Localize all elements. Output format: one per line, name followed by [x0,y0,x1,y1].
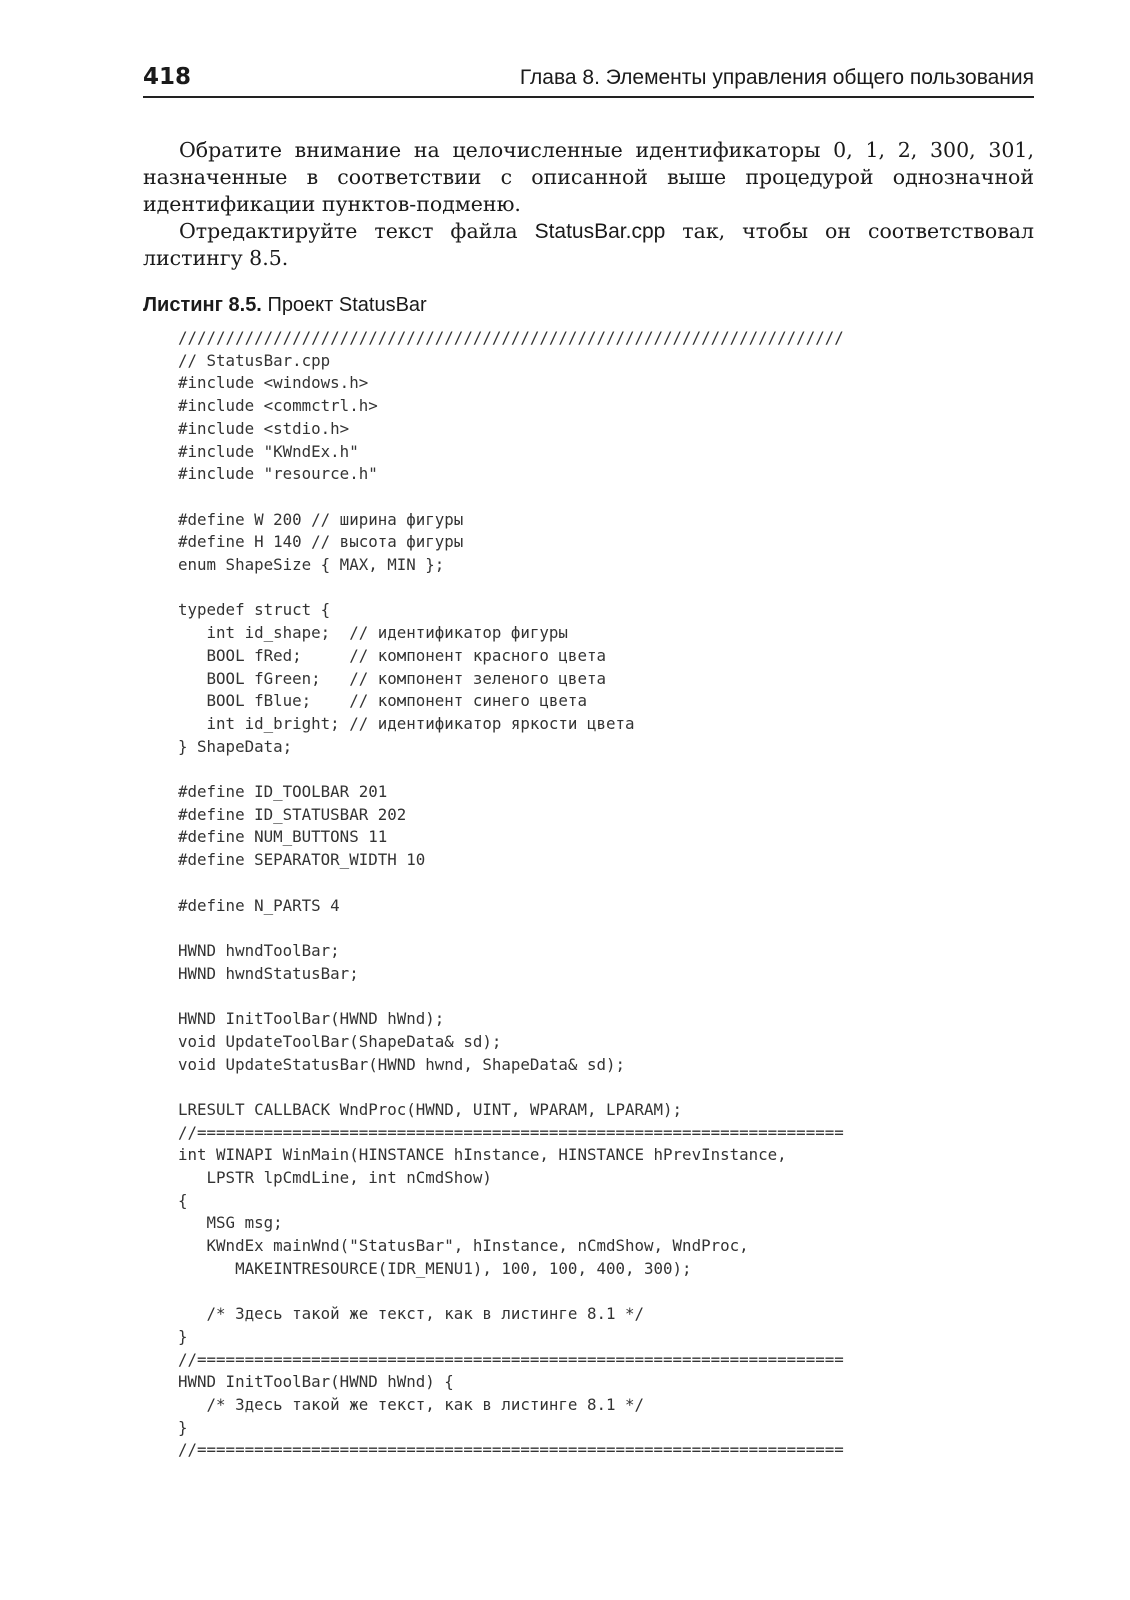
listing-caption [143,292,427,318]
paragraph-2 [143,218,1034,272]
paragraph-2-start: Отредактируйте текст файла [179,219,535,243]
listing-label: Листинг 8.5. [143,294,262,316]
body-text [143,137,1034,272]
paragraph-2-end: так, чтобы он соответствовал листингу 8.5. [143,219,1035,270]
listing-title: Проект StatusBar [267,294,427,316]
page-header [143,62,1034,98]
page-number: 418 [143,64,192,90]
running-title: Глава 8. Элементы управления общего пользования [519,66,1034,89]
paragraph-1: Обратите внимание на целочисленные идентификаторы 0, 1, 2, 300, 301, назначенные в соответствии с описанной выше процедурой однозначной идентификации пунктов-подменю. [143,138,1034,216]
file-name: StatusBar.cpp [534,220,666,243]
code-listing: ////////////////////////////////////////////////////////////////////// // StatusBar.cpp #include <windows.h> #include <commctrl.h> #include <stdio.h> #include "KWndEx.h" #include "resource.h" #define W 200 // ширина фигуры #define H 140 // высота фигуры enum ShapeSize { MAX, MIN }; typedef struct { int id_shape; // идентификатор фигуры BOOL fRed; // компонент красного цвета BOOL fGreen; // компонент зеленого цвета BOOL fBlue; // компонент синего цвета int id_bright; // идентификатор яркости цвета } ShapeData; #define ID_TOOLBAR 201 #define ID_STATUSBAR 202 #define NUM_BUTTONS 11 #define SEPARATOR_WIDTH 10 #define N_PARTS 4 HWND hwndToolBar; HWND hwndStatusBar; HWND InitToolBar(HWND hWnd); void UpdateToolBar(ShapeData& sd); void UpdateStatusBar(HWND hwnd, ShapeData& sd); LRESULT CALLBACK WndProc(HWND, UINT, WPARAM, LPARAM); //==================================================================== int WINAPI WinMain(HINSTANCE hInstance, HINSTANCE hPrevInstance, LPSTR lpCmdLine, int nCmdShow) { MSG msg; KWndEx mainWnd("StatusBar", hInstance, nCmdShow, WndProc, MAKEINTRESOURCE(IDR_MENU1), 100, 100, 400, 300); /* Здесь такой же текст, как в листинге 8.1 */ } //==================================================================== HWND InitToolBar(HWND hWnd) { /* Здесь такой же текст, как в листинге 8.1 */ } //==================================================================== [178,328,844,1460]
